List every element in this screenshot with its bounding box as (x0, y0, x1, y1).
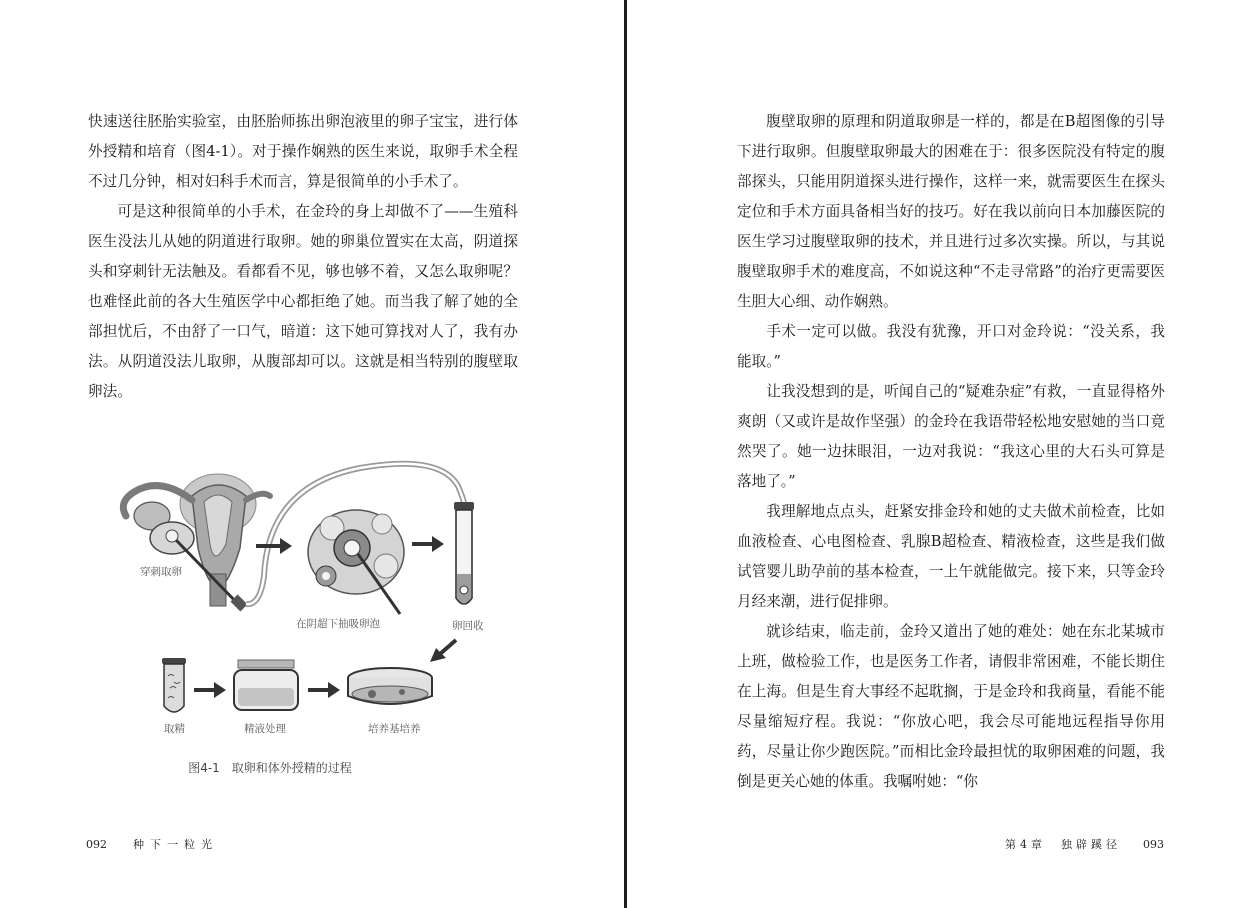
right-page-body (737, 107, 1165, 797)
paragraph: 让我没想到的是，听闻自己的“疑难杂症”有救，一直显得格外爽朗（又或许是故作坚强）的金玲在我语带轻松地安慰她的当口竟然哭了。她一边抹眼泪，一边对我说：“我这心里的大石头可算是落地了。” (737, 383, 1165, 490)
figure-label-aspirate: 在阴超下抽吸卵泡 (296, 618, 380, 630)
figure-label-collect: 卵回收 (452, 620, 484, 632)
figure-caption: 图4-1 取卵和体外授精的过程 (188, 761, 352, 775)
culture-dish-drawing (348, 668, 432, 704)
sperm-processing-drawing (234, 660, 298, 710)
paragraph: 我理解地点点头，赶紧安排金玲和她的丈夫做术前检查，比如血液检查、心电图检查、乳腺B超检查、精液检查，这些是我们做试管婴儿助孕前的基本检查，一上午就能做完。接下来，只等金玲月经来潮，进行促排卵。 (737, 503, 1165, 610)
running-head-chapter (1005, 836, 1121, 852)
paragraph: 手术一定可以做。我没有犹豫，开口对金玲说：“没关系，我能取。” (737, 323, 1165, 370)
left-page-footer (86, 836, 218, 852)
right-page (627, 0, 1250, 908)
uterus-ovary-drawing (123, 474, 270, 611)
paragraph: 可是这种很简单的小手术，在金玲的身上却做不了——生殖科医生没法儿从她的阴道进行取卵。她的卵巢位置实在太高，阴道探头和穿刺针无法触及。看都看不见，够也够不着，又怎么取卵呢？也难怪此前的各大生殖医学中心都拒绝了她。而当我了解了她的全部担忧后，不由舒了一口气，暗道：这下她可算找对人了，我有办法。从阴道没法儿取卵，从腹部却可以。这就是相当特别的腹壁取卵法。 (88, 203, 518, 400)
figure-label-puncture: 穿刺取卵 (140, 566, 182, 578)
chapter-number: 第4章 (1005, 838, 1046, 851)
arrow-icon (412, 536, 444, 552)
arrow-icon (430, 640, 456, 662)
page-number: 092 (86, 838, 107, 851)
figure-label-sperm: 取精 (164, 723, 185, 735)
test-tube-drawing (454, 502, 474, 604)
ivf-process-illustration (100, 456, 520, 756)
paragraph: 就诊结束，临走前，金玲又道出了她的难处：她在东北某城市上班，做检验工作，也是医务工作者，请假非常困难，不能长期住在上海。但是生育大事经不起耽搁，于是金玲和我商量，看能不能尽量缩短疗程。我说：“你放心吧，我会尽可能地远程指导你用药，尽量让你少跑医院。”而相比金玲最担忧的取卵困难的问题，我倒是更关心她的体重。我嘱咐她：“你 (737, 623, 1165, 790)
arrow-icon (256, 538, 292, 554)
chapter-title: 独辟蹊径 (1061, 838, 1121, 851)
right-page-footer (1005, 836, 1164, 852)
running-head-title: 种下一粒光 (133, 838, 218, 851)
arrow-icon (194, 682, 226, 698)
paragraph: 腹壁取卵的原理和阴道取卵是一样的，都是在B超图像的引导下进行取卵。但腹壁取卵最大的困难在于：很多医院没有特定的腹部探头，只能用阴道探头进行操作，这样一来，就需要医生在探头定位和手术方面具备相当好的技巧。好在我以前向日本加藤医院的医生学习过腹壁取卵的技术，并且进行过多次实操。所以，与其说腹壁取卵手术的难度高，不如说这种“不走寻常路”的治疗更需要医生胆大心细、动作娴熟。 (737, 113, 1165, 310)
left-page (0, 0, 624, 908)
paragraph: 快速送往胚胎实验室，由胚胎师拣出卵泡液里的卵子宝宝，进行体外授精和培育（图4-1）。对于操作娴熟的医生来说，取卵手术全程不过几分钟，相对妇科手术而言，算是很简单的小手术了。 (88, 113, 518, 190)
sperm-tube-drawing (162, 658, 186, 712)
figure-label-process: 精液处理 (244, 723, 286, 735)
follicle-drawing (308, 510, 404, 614)
page-number: 093 (1143, 838, 1164, 851)
arrow-icon (308, 682, 340, 698)
figure-4-1 (100, 456, 520, 786)
left-page-body (88, 107, 518, 407)
figure-label-culture: 培养基培养 (368, 723, 421, 735)
